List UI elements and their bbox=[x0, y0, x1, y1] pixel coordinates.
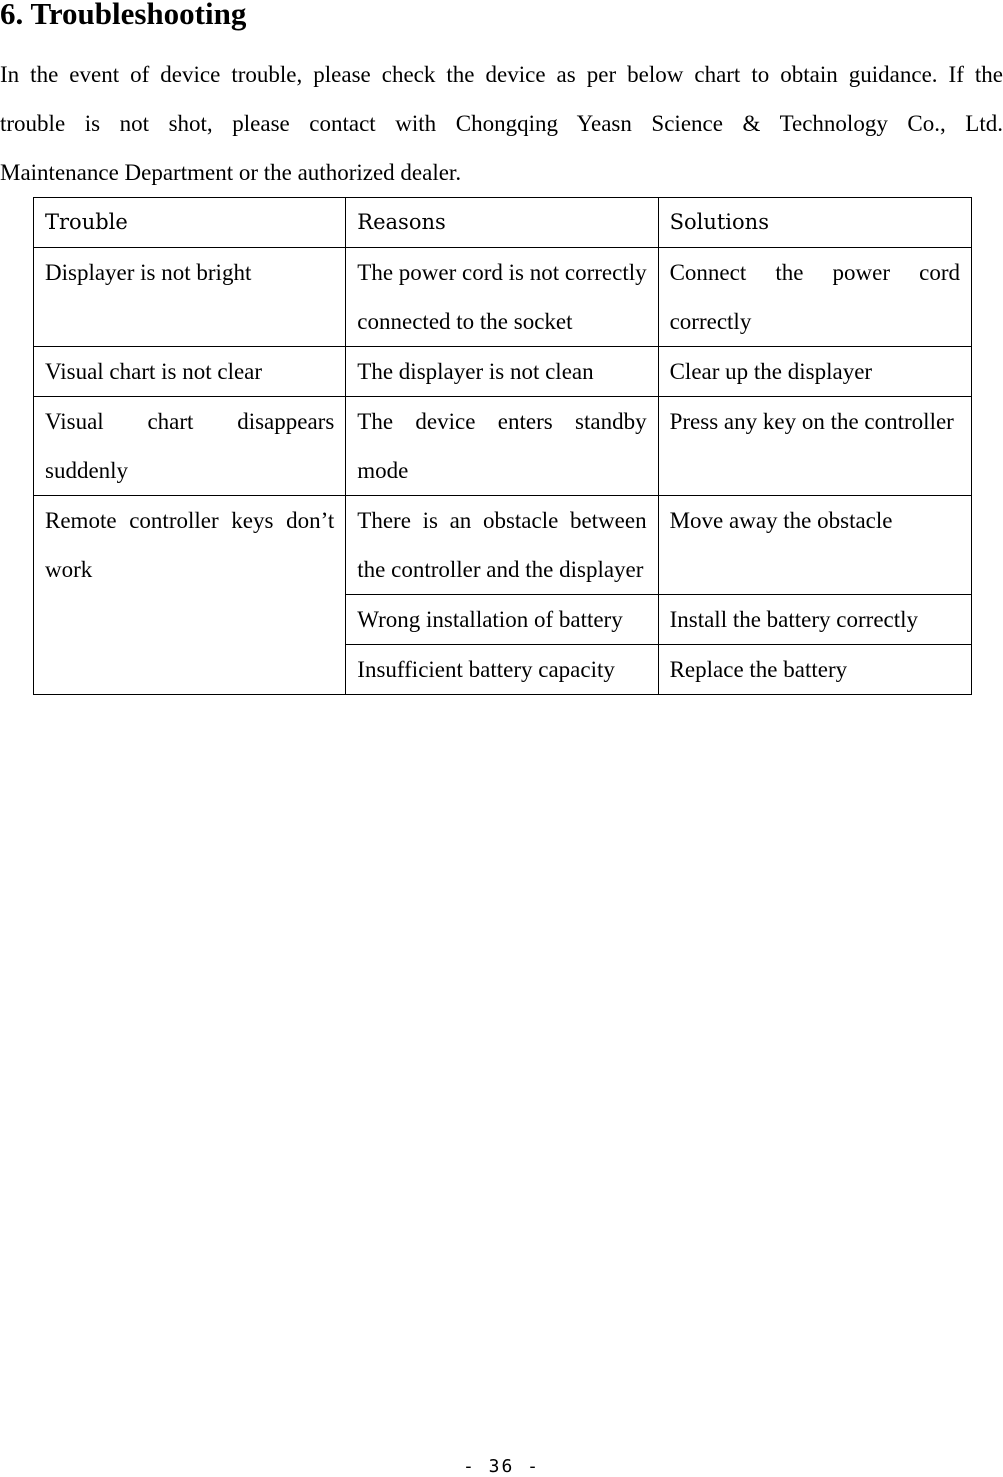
table-row bbox=[34, 347, 972, 397]
reason-cell bbox=[346, 248, 658, 347]
trouble-text: Remote controller keys don’t work bbox=[45, 508, 335, 582]
reason-text: Wrong installation of battery bbox=[357, 607, 623, 632]
table-row bbox=[34, 248, 972, 347]
intro-line: In the event of device trouble, please check the device as per below chart to obtain guidance. If the bbox=[0, 62, 1003, 87]
solution-text: Connect the power cord correctly bbox=[669, 260, 960, 334]
intro-paragraph bbox=[0, 50, 1003, 197]
table-row bbox=[34, 397, 972, 496]
reason-cell bbox=[346, 645, 658, 695]
page-number: - 36 - bbox=[462, 1456, 541, 1477]
reason-cell bbox=[346, 595, 658, 645]
solution-cell bbox=[658, 347, 971, 397]
solution-cell bbox=[658, 496, 971, 595]
reason-cell bbox=[346, 496, 658, 595]
header-solutions: Solutions bbox=[658, 198, 971, 248]
reason-text: There is an obstacle between the controller and the displayer bbox=[357, 508, 647, 582]
trouble-text: Displayer is not bright bbox=[45, 260, 252, 285]
trouble-cell bbox=[34, 496, 346, 695]
reason-text: Insufficient battery capacity bbox=[357, 657, 615, 682]
section-title: 6. Troubleshooting bbox=[0, 0, 247, 31]
reason-cell bbox=[346, 347, 658, 397]
troubleshooting-table bbox=[33, 197, 972, 695]
reason-text: The power cord is not correctly connected to the socket bbox=[357, 260, 647, 334]
solution-text: Clear up the displayer bbox=[669, 359, 873, 384]
solution-cell bbox=[658, 645, 971, 695]
trouble-cell bbox=[34, 347, 346, 397]
solution-text: Move away the obstacle bbox=[669, 508, 893, 533]
reason-text: The device enters standby mode bbox=[357, 409, 647, 483]
reason-cell bbox=[346, 397, 658, 496]
trouble-text: Visual chart disappears suddenly bbox=[45, 409, 335, 483]
solution-text: Press any key on the controller bbox=[669, 409, 954, 434]
solution-cell bbox=[658, 595, 971, 645]
solution-cell bbox=[658, 248, 971, 347]
intro-line: trouble is not shot, please contact with Chongqing Yeasn Science & Technology Co., Ltd. bbox=[0, 111, 1003, 136]
solution-text: Install the battery correctly bbox=[669, 607, 919, 632]
solution-text: Replace the battery bbox=[669, 657, 848, 682]
solution-cell bbox=[658, 397, 971, 496]
trouble-text: Visual chart is not clear bbox=[45, 359, 263, 384]
trouble-cell bbox=[34, 248, 346, 347]
intro-line: Maintenance Department or the authorized dealer. bbox=[0, 160, 462, 185]
reason-text: The displayer is not clean bbox=[357, 359, 594, 384]
table-row bbox=[34, 496, 972, 595]
trouble-cell bbox=[34, 397, 346, 496]
header-reasons: Reasons bbox=[346, 198, 658, 248]
table-header-row bbox=[34, 198, 972, 248]
header-trouble: Trouble bbox=[34, 198, 346, 248]
